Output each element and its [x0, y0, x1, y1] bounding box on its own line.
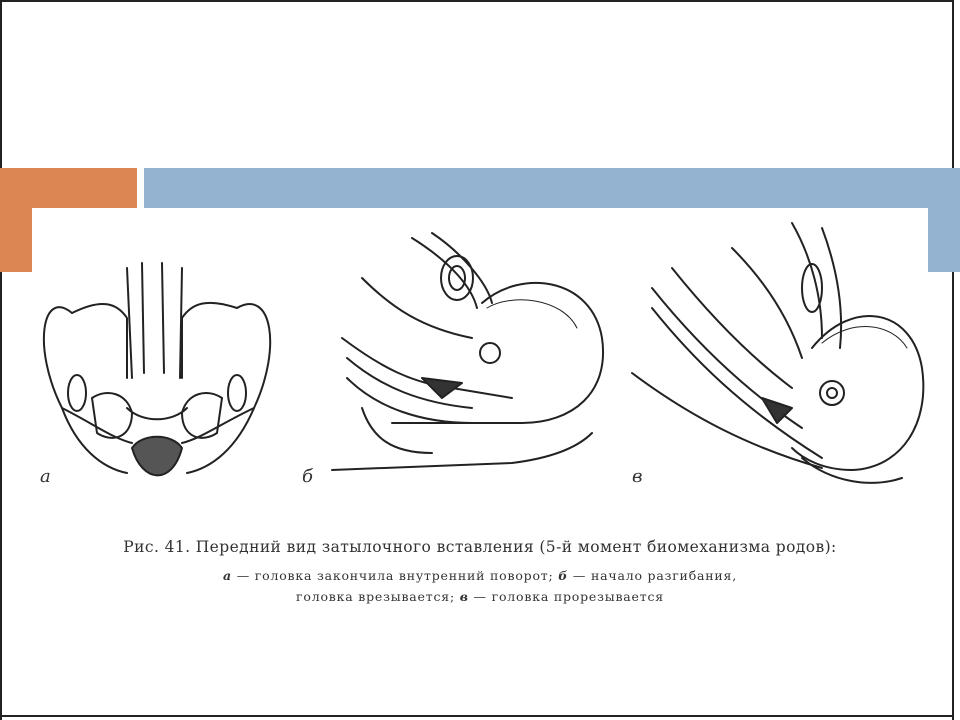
figure-card — [32, 208, 928, 644]
caption-item-b-text-cont: головка врезывается; — [296, 589, 455, 604]
slide-frame-bottom — [0, 715, 954, 717]
caption-line-1 — [32, 568, 928, 583]
caption-separator: — — [236, 568, 250, 583]
figure-caption — [32, 538, 928, 604]
caption-item-b-text: начало разгибания, — [591, 568, 737, 583]
figure-illustration — [32, 208, 928, 528]
slide-frame-right — [952, 0, 954, 720]
panel-label-b: б — [302, 466, 313, 487]
caption-item-c-letter: в — [459, 589, 469, 604]
slide-frame-top — [0, 0, 954, 2]
caption-title: Рис. 41. Передний вид затылочного вставления (5-й момент биомеханизма родов): — [123, 538, 837, 556]
caption-item-a-text: головка закончила внутренний поворот; — [254, 568, 554, 583]
caption-item-b-letter: б — [558, 568, 569, 583]
panel-a-pelvis-drawing — [44, 263, 270, 475]
caption-item-a-letter: а — [223, 568, 232, 583]
caption-separator: — — [473, 589, 487, 604]
panel-c-sagittal-drawing — [632, 223, 923, 483]
panel-b-sagittal-drawing — [332, 233, 603, 470]
panel-label-c: в — [632, 466, 643, 487]
slide-frame-left — [0, 0, 2, 720]
panel-label-a: а — [40, 466, 51, 487]
caption-separator: — — [572, 568, 587, 583]
caption-line-2 — [32, 589, 928, 604]
caption-item-c-text: головка прорезывается — [491, 589, 664, 604]
